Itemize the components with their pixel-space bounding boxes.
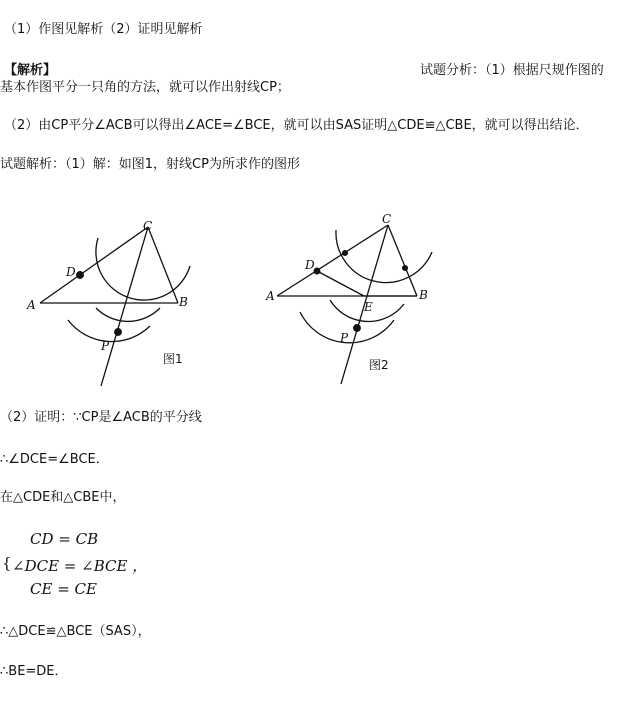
point-d	[314, 268, 320, 274]
proof-step-2: 在△CDE和△CBE中，	[0, 490, 126, 505]
analysis-tag: 试题分析：（1）根据尺规作图的	[420, 63, 604, 78]
point-p	[354, 325, 361, 332]
proof-step-1: ∴∠DCE=∠BCE．	[0, 452, 109, 467]
proof-intro: （2）证明：∵CP是∠ACB的平分线	[0, 410, 202, 425]
label-c: C	[382, 212, 392, 226]
label-p: P	[340, 331, 349, 345]
label-b: B	[179, 295, 188, 309]
arc-lower-2	[96, 308, 160, 321]
analysis-line-1: 基本作图平分一只角的方法，就可以作出射线CP；	[0, 80, 290, 95]
proof-step-4: ∴BE=DE．	[0, 664, 68, 679]
point-d	[77, 272, 84, 279]
analysis-heading: 【解析】	[4, 63, 57, 78]
equation-3: CE = CE	[30, 580, 97, 598]
label-a: A	[27, 298, 36, 312]
figure-2	[277, 225, 432, 384]
label-c: C	[143, 219, 153, 233]
label-b: B	[419, 288, 428, 302]
point-p	[115, 329, 122, 336]
system-brace: {	[2, 554, 12, 572]
point-arc-ac	[343, 251, 348, 256]
equation-1: CD = CB	[30, 530, 99, 548]
figure-1-caption: 图1	[163, 352, 183, 366]
answer-line: （1）作图见解析（2）证明见解析	[4, 22, 203, 37]
label-d: D	[305, 258, 315, 272]
equation-2: ∠DCE = ∠BCE ，	[12, 557, 148, 575]
analysis-line-2: （2）由CP平分∠ACB可以得出∠ACE=∠BCE，就可以由SAS证明△CDE≌△CBE，就可以得出结论．	[4, 118, 589, 133]
proof-step-3: ∴△DCE≌△BCE（SAS），	[0, 624, 151, 639]
geometry-figures	[0, 190, 630, 400]
label-d: D	[66, 265, 76, 279]
figure-2-caption: 图2	[369, 358, 389, 372]
figure-1-labels	[26, 219, 188, 366]
label-a: A	[266, 289, 275, 303]
label-p: P	[101, 339, 110, 353]
segment-de	[317, 271, 364, 296]
segment-cb	[148, 227, 178, 303]
solution-intro: 试题解析：（1）解：如图1，射线CP为所求作的图形	[0, 157, 300, 172]
label-e: E	[364, 300, 373, 314]
segment-ac	[277, 225, 388, 296]
arc-upper	[96, 238, 190, 300]
segment-ac	[40, 227, 148, 303]
point-arc-cb	[403, 266, 408, 271]
figure-2-labels	[265, 212, 428, 372]
segment-cb	[388, 225, 417, 296]
ray-cp	[101, 227, 148, 386]
